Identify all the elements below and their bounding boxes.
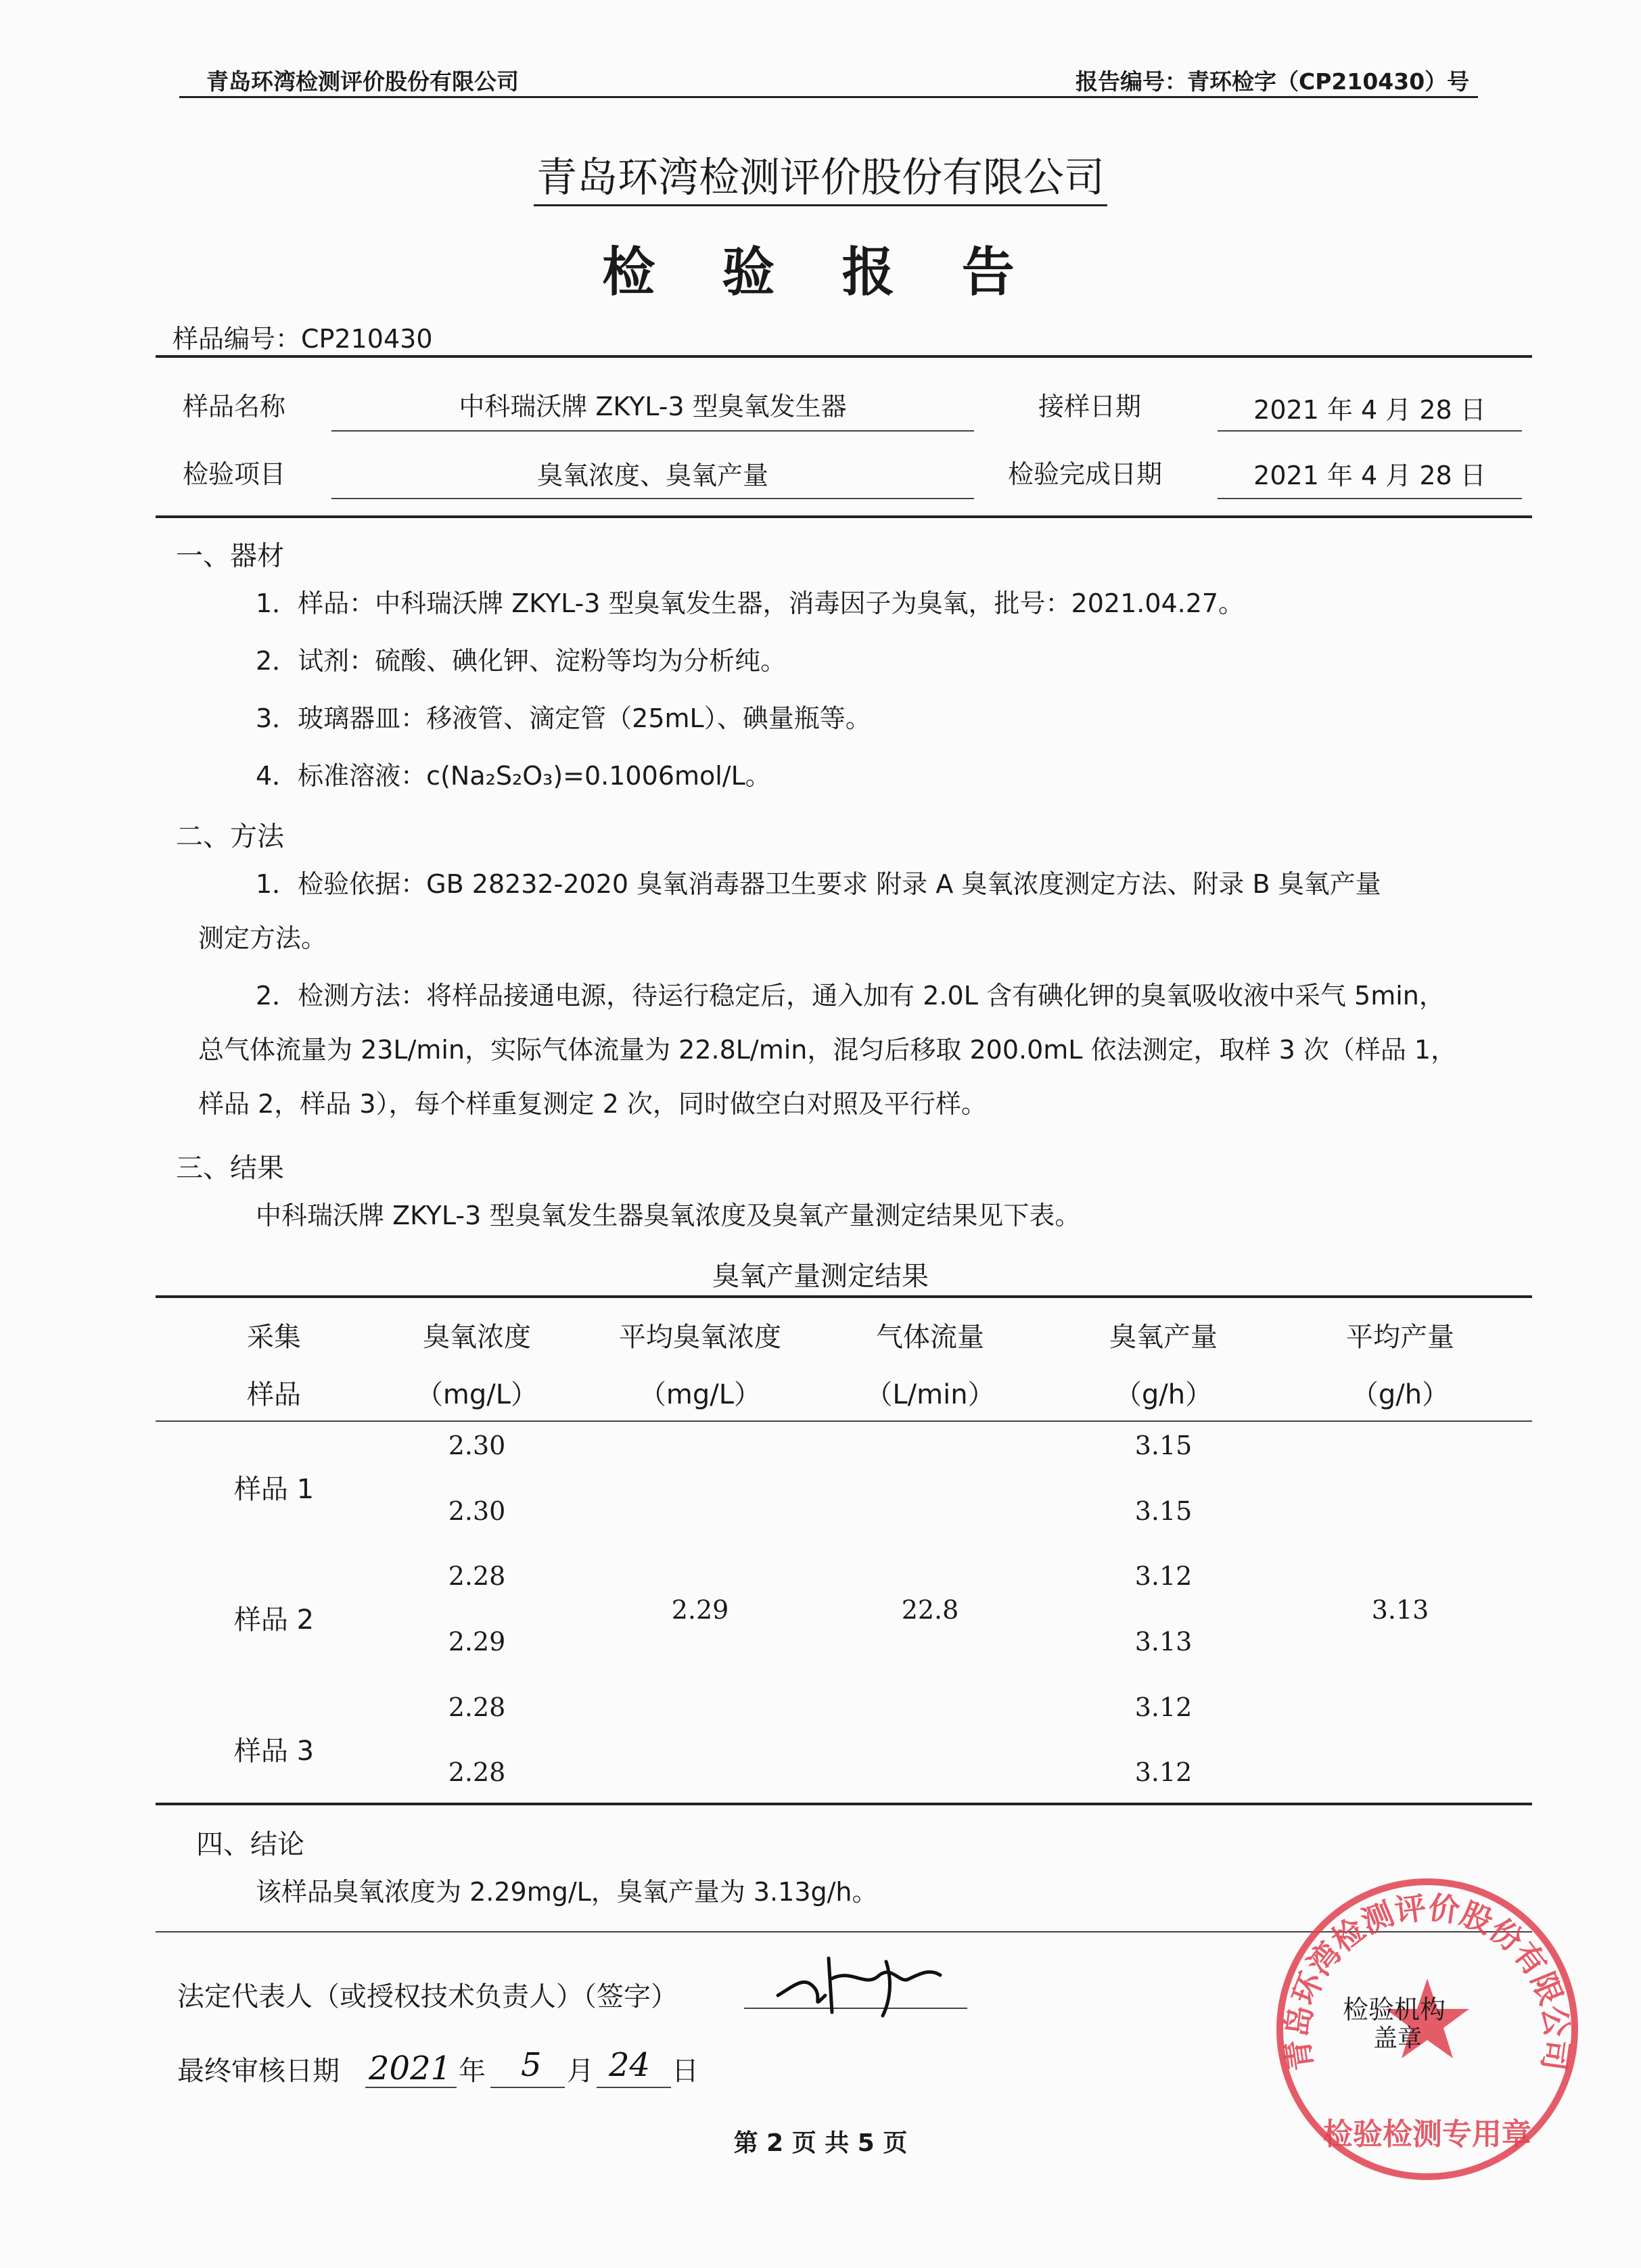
- section2-p1-line1: 1．检验依据：GB 28232-2020 臭氧消毒器卫生要求 附录 A 臭氧浓度测定方法、附录 B 臭氧产量: [256, 869, 1381, 899]
- header-report-no: 报告编号：青环检字（CP210430）号: [1076, 68, 1470, 95]
- review-date-day-char: 日: [672, 2056, 699, 2087]
- avg-output-cell: 3.13: [1371, 1595, 1429, 1625]
- col-avg-concentration-line2: （mg/L）: [639, 1379, 762, 1410]
- section2-p2-line1: 2．检测方法：将样品接通电源，待运行稳定后，通入加有 2.0L 含有碘化钾的臭氧吸收液中采气 5min，: [256, 981, 1445, 1011]
- seal-bottom-text: 检验检测专用章: [1323, 2117, 1531, 2152]
- section2-p2-line2: 总气体流量为 23L/min，实际气体流量为 22.8L/min，混匀后移取 200.0mL 依法测定，取样 3 次（样品 1，: [198, 1035, 1457, 1065]
- table-row-sample-3: 样品 3: [233, 1736, 315, 1767]
- section4-heading: 四、结论: [196, 1829, 304, 1860]
- section2-p2-line3: 样品 2，样品 3），每个样重复测定 2 次，同时做空白对照及平行样。: [198, 1089, 987, 1119]
- review-year-underline: [365, 2087, 457, 2088]
- output-cell: 3.12: [1134, 1757, 1193, 1787]
- concentration-cell: 2.28: [448, 1757, 506, 1787]
- avg-concentration-cell: 2.29: [671, 1595, 729, 1625]
- concentration-cell: 2.28: [448, 1692, 506, 1722]
- complete-date-label: 检验完成日期: [1008, 459, 1163, 489]
- section1-item-4: 4．标准溶液：c(Na₂S₂O₃)=0.1006mol/L。: [256, 761, 771, 791]
- table-header-rule: [156, 1420, 1532, 1422]
- page-footer: 第 2 页 共 5 页: [733, 2129, 908, 2157]
- concentration-cell: 2.29: [448, 1627, 506, 1657]
- output-cell: 3.12: [1134, 1692, 1193, 1722]
- complete-date-value: 2021 年 4 月 28 日: [1253, 461, 1486, 490]
- output-cell: 3.13: [1134, 1627, 1193, 1657]
- review-date-year: 2021: [369, 2050, 452, 2087]
- info-bottom-rule: [156, 515, 1532, 518]
- sample-name-label: 样品名称: [183, 392, 286, 421]
- section1-item-1: 1．样品：中科瑞沃牌 ZKYL-3 型臭氧发生器，消毒因子为臭氧，批号：2021.04.27。: [256, 588, 1245, 618]
- test-item-value: 臭氧浓度、臭氧产量: [536, 461, 768, 490]
- review-date-month-char: 月: [567, 2056, 594, 2087]
- concentration-cell: 2.28: [448, 1561, 506, 1591]
- signature-handwriting: [764, 1948, 967, 2022]
- output-cell: 3.12: [1134, 1561, 1193, 1591]
- col-concentration-line2: （mg/L）: [415, 1379, 538, 1410]
- gas-flow-cell: 22.8: [901, 1595, 959, 1625]
- sample-number: 样品编号：CP210430: [172, 324, 433, 354]
- receive-date-value: 2021 年 4 月 28 日: [1253, 395, 1486, 425]
- review-day-underline: [597, 2087, 671, 2088]
- header-divider: [179, 96, 1478, 98]
- sample-name-value: 中科瑞沃牌 ZKYL-3 型臭氧发生器: [459, 392, 847, 421]
- review-month-underline: [490, 2087, 565, 2088]
- seal-ring-text: 青岛环湾检测评价股份有限公司: [1278, 1889, 1576, 2073]
- output-cell: 3.15: [1134, 1496, 1193, 1526]
- table-top-rule: [156, 1295, 1532, 1298]
- final-review-date-label: 最终审核日期: [177, 2056, 340, 2087]
- section1-item-2: 2．试剂：硫酸、碘化钾、淀粉等均为分析纯。: [256, 646, 787, 676]
- conclusion-text: 该样品臭氧浓度为 2.29mg/L，臭氧产量为 3.13g/h。: [256, 1877, 878, 1907]
- seal-note-line2: 盖章: [1373, 2024, 1423, 2052]
- test-item-underline: [331, 498, 974, 499]
- table-row-sample-1: 样品 1: [233, 1474, 315, 1505]
- section3-intro: 中科瑞沃牌 ZKYL-3 型臭氧发生器臭氧浓度及臭氧产量测定结果见下表。: [256, 1201, 1081, 1230]
- representative-label: 法定代表人（或授权技术负责人）（签字）: [177, 1981, 678, 2012]
- header-company: 青岛环湾检测评价股份有限公司: [206, 68, 519, 95]
- document-title: 检 验 报 告: [602, 242, 1039, 303]
- seal-note-line1: 检验机构: [1343, 1995, 1446, 2024]
- section1-item-3: 3．玻璃器皿：移液管、滴定管（25mL）、碘量瓶等。: [256, 703, 871, 733]
- table-bottom-rule: [156, 1803, 1532, 1805]
- document-company: 青岛环湾检测评价股份有限公司: [0, 145, 1641, 204]
- review-date-year-char: 年: [459, 2056, 486, 2087]
- section3-heading: 三、结果: [176, 1153, 284, 1184]
- table-title: 臭氧产量测定结果: [712, 1261, 929, 1292]
- sample-name-underline: [331, 430, 974, 432]
- review-date-month: 5: [521, 2046, 542, 2084]
- review-date-day: 24: [609, 2046, 651, 2084]
- receive-date-underline: [1218, 430, 1522, 432]
- col-avg-output-line1: 平均产量: [1346, 1322, 1454, 1353]
- col-output-line2: （g/h）: [1114, 1379, 1213, 1410]
- info-top-rule: [156, 355, 1532, 358]
- col-concentration-line1: 臭氧浓度: [423, 1322, 531, 1353]
- col-gas-flow-line1: 气体流量: [876, 1322, 984, 1353]
- col-avg-output-line2: （g/h）: [1351, 1379, 1450, 1410]
- col-output-line1: 臭氧产量: [1109, 1322, 1218, 1353]
- section2-p1-line2: 测定方法。: [198, 923, 327, 953]
- table-row-sample-2: 样品 2: [233, 1604, 315, 1636]
- col-avg-concentration-line1: 平均臭氧浓度: [619, 1322, 781, 1353]
- complete-date-underline: [1218, 498, 1522, 499]
- col-sample-line1: 采集: [247, 1322, 301, 1353]
- col-sample-line2: 样品: [247, 1379, 301, 1410]
- concentration-cell: 2.30: [448, 1431, 506, 1460]
- receive-date-label: 接样日期: [1038, 392, 1142, 421]
- section2-heading: 二、方法: [176, 821, 284, 852]
- col-gas-flow-line2: （L/min）: [865, 1379, 995, 1410]
- test-item-label: 检验项目: [183, 459, 286, 489]
- output-cell: 3.15: [1134, 1431, 1193, 1460]
- section1-heading: 一、器材: [176, 540, 284, 572]
- concentration-cell: 2.30: [448, 1496, 506, 1526]
